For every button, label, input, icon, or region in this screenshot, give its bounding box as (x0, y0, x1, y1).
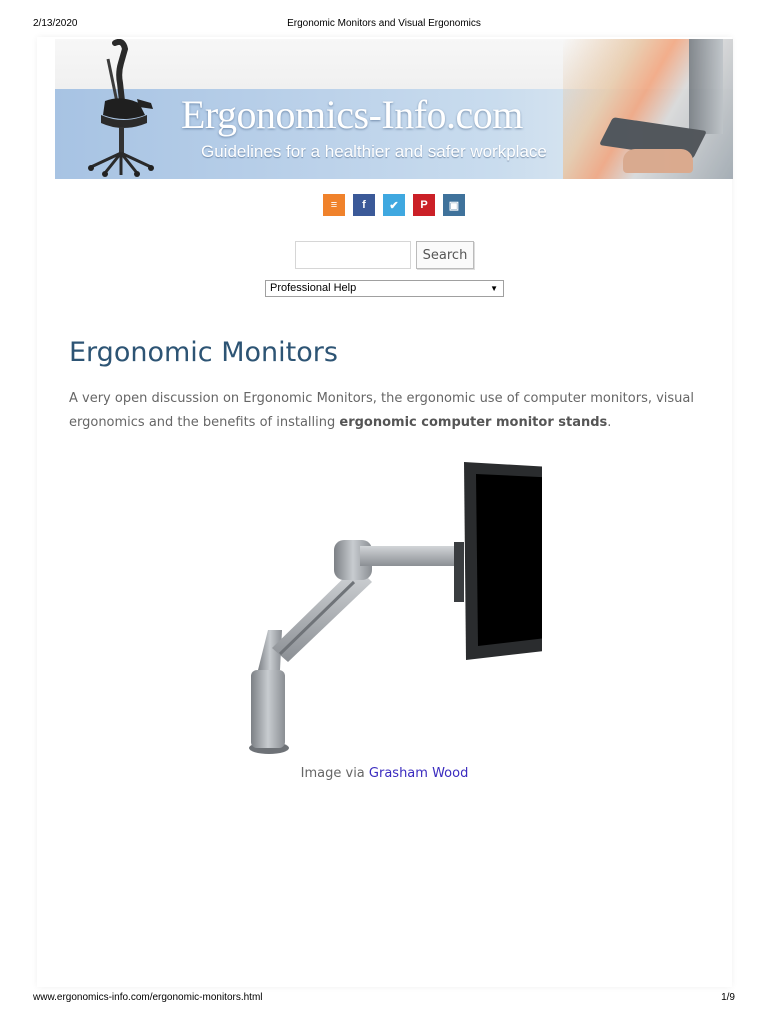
site-title: Ergonomics-Info.com (181, 92, 523, 137)
caret-down-icon: ▼ (490, 284, 498, 293)
intro-paragraph (69, 387, 709, 435)
desk-photo (563, 39, 733, 179)
print-header (0, 0, 768, 36)
site-banner[interactable] (55, 39, 733, 179)
navigation-select[interactable] (265, 280, 504, 297)
caption-link[interactable]: Grasham Wood (368, 766, 469, 781)
photo-monitor (689, 39, 723, 134)
photo-hand (623, 149, 693, 173)
intro-bold-link: ergonomic computer monitor stands (339, 415, 608, 430)
social-links (323, 194, 465, 216)
facebook-icon[interactable]: f (353, 194, 375, 216)
print-url: www.ergonomics-info.com/ergonomic-monitors.html (33, 992, 263, 1003)
page-title: Ergonomic Monitors (69, 337, 338, 368)
instagram-icon[interactable]: ▣ (443, 194, 465, 216)
search-input[interactable] (295, 241, 411, 269)
print-page-number: 1/9 (721, 992, 735, 1003)
image-caption (37, 766, 732, 781)
print-title: Ergonomic Monitors and Visual Ergonomics (287, 18, 481, 29)
caption-text: Image via (300, 766, 369, 781)
pinterest-icon[interactable]: P (413, 194, 435, 216)
navigation-select-value: Professional Help (270, 282, 357, 294)
print-footer (0, 990, 768, 1010)
office-chair-icon (75, 39, 165, 179)
intro-end: . (607, 415, 612, 430)
page-content (37, 37, 732, 987)
site-tagline: Guidelines for a healthier and safer workplace (201, 142, 547, 161)
rss-icon[interactable]: ≡ (323, 194, 345, 216)
search-button[interactable]: Search (416, 241, 474, 269)
print-date: 2/13/2020 (33, 18, 78, 29)
intro-text: A very open discussion on Ergonomic Monitors, the ergonomic use of computer monitors, visual ergonomics and the benefits of installing (69, 391, 694, 430)
monitor-arm-image (242, 458, 542, 758)
twitter-icon[interactable]: ✔ (383, 194, 405, 216)
